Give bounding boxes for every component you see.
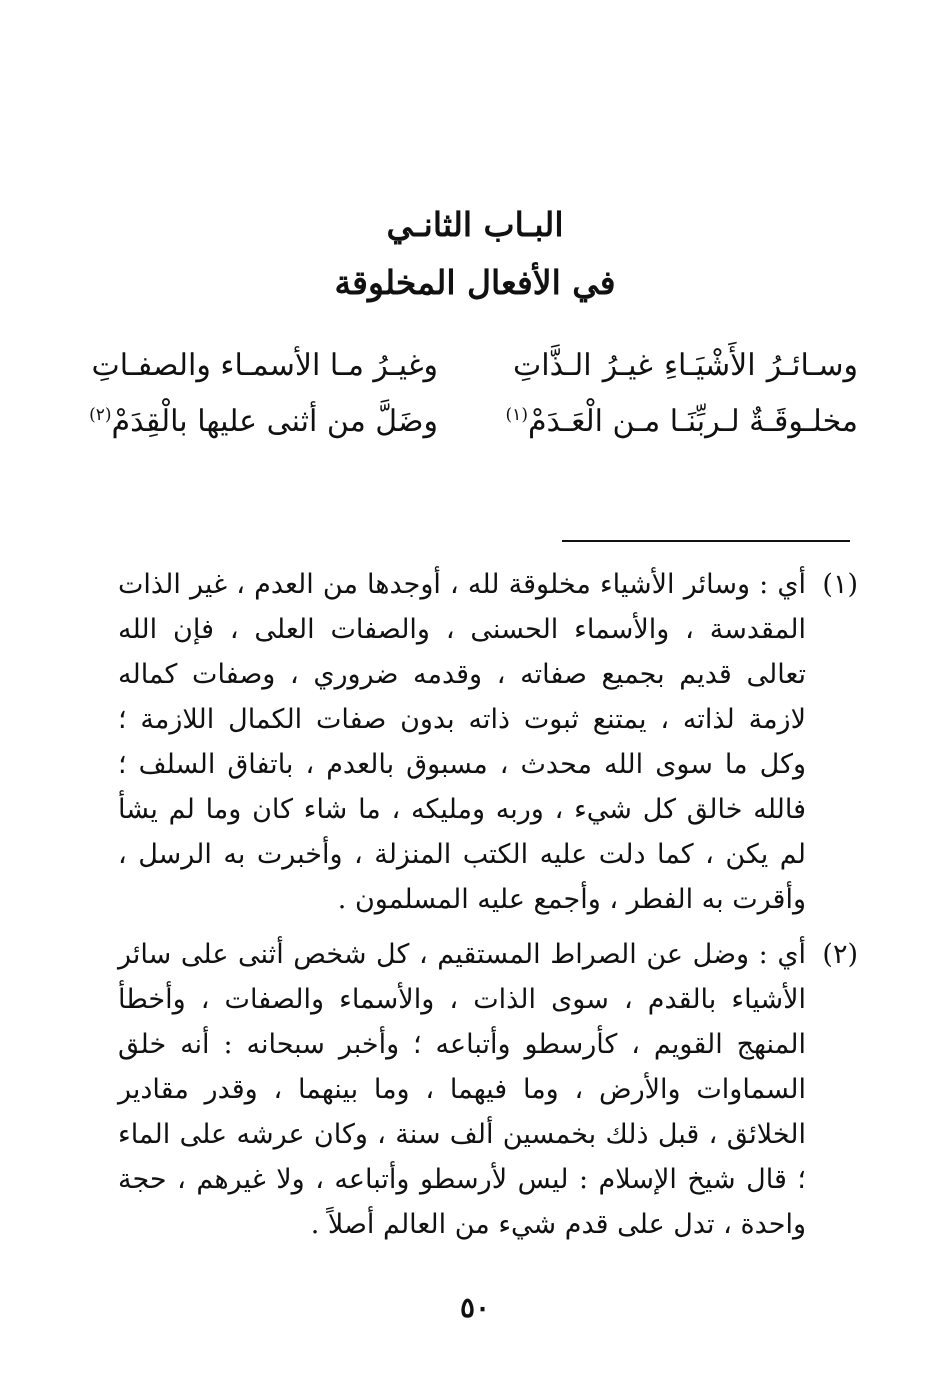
verse-2-second-hemistich bbox=[89, 397, 438, 447]
chapter-subtitle: في الأفعال المخلوقة bbox=[334, 263, 616, 302]
verse-1 bbox=[93, 338, 858, 394]
verse-2-second-text: وضَلَّ من أثنى عليها بالْقِدَمْ bbox=[111, 404, 438, 439]
footnote-ref-2[interactable]: (٢) bbox=[89, 405, 112, 425]
footnote-1-text: أي : وسائر الأشياء مخلوقة لله ، أوجدها من العدم ، غير الذات المقدسة ، والأسماء الحسنى ، والصفات العلى ، فإن الله تعالى قديم بجميع صفاته ، وقدمه ضروري ، وصفات كماله لازمة لذاته ، يمتنع ثبوت ذاته بدون صفات الكمال اللازمة ؛ وكل ما سوى الله محدث ، مسبوق بالعدم ، باتفاق السلف ؛ فالله خالق كل شيء ، وربه ومليكه ، ما شاء كان وما لم يشأ لم يكن ، كما دلت عليه الكتب المنزلة ، وأخبرت به الرسل ، وأقرت به الفطر ، وأجمع عليه المسلمون . bbox=[118, 569, 806, 915]
verse-2 bbox=[89, 394, 858, 450]
poem bbox=[89, 338, 858, 450]
footnote-2 bbox=[118, 932, 858, 1247]
verse-2-first-hemistich bbox=[505, 397, 858, 447]
verse-1-second-text: وسـائـرُ الأَشْيَـاءِ غيـرُ الـذَّاتِ bbox=[513, 348, 858, 383]
verse-1-second-hemistich bbox=[513, 341, 858, 391]
footnote-divider bbox=[562, 540, 850, 542]
footnote-1-number: (١) bbox=[822, 569, 858, 600]
chapter-title: البـاب الثانـي bbox=[386, 205, 564, 244]
verse-1-first-hemistich bbox=[93, 341, 438, 391]
footnote-2-text: أي : وضل عن الصراط المستقيم ، كل شخص أثنى على سائر الأشياء بالقدم ، سوى الذات ، والأسماء والصفات ، وأخطأ المنهج القويم ، كأرسطو وأتباعه ؛ وأخبر سبحانه : أنه خلق السماوات والأرض ، وما فيهما ، وما بينهما ، وقدر مقادير الخلائق ، قبل ذلك بخمسين ألف سنة ، وكان عرشه على الماء ؛ قال شيخ الإسلام : ليس لأرسطو وأتباعه ، ولا غيرهم ، حجة واحدة ، تدل على قدم شيء من العالم أصلاً . bbox=[118, 939, 806, 1240]
footnote-ref-1[interactable]: (١) bbox=[505, 405, 528, 425]
verse-1-first-text: وغيـرُ مـا الأسمـاء والصفـاتِ bbox=[91, 348, 438, 383]
footnote-1 bbox=[118, 562, 858, 922]
page-number: ٥٠ bbox=[459, 1291, 491, 1324]
verse-2-first-text: مخلـوقَـةٌ لـربِّنَـا مـن الْعَـدَمْ bbox=[527, 404, 858, 439]
footnote-2-number: (٢) bbox=[822, 939, 858, 970]
footnotes bbox=[118, 562, 858, 1257]
